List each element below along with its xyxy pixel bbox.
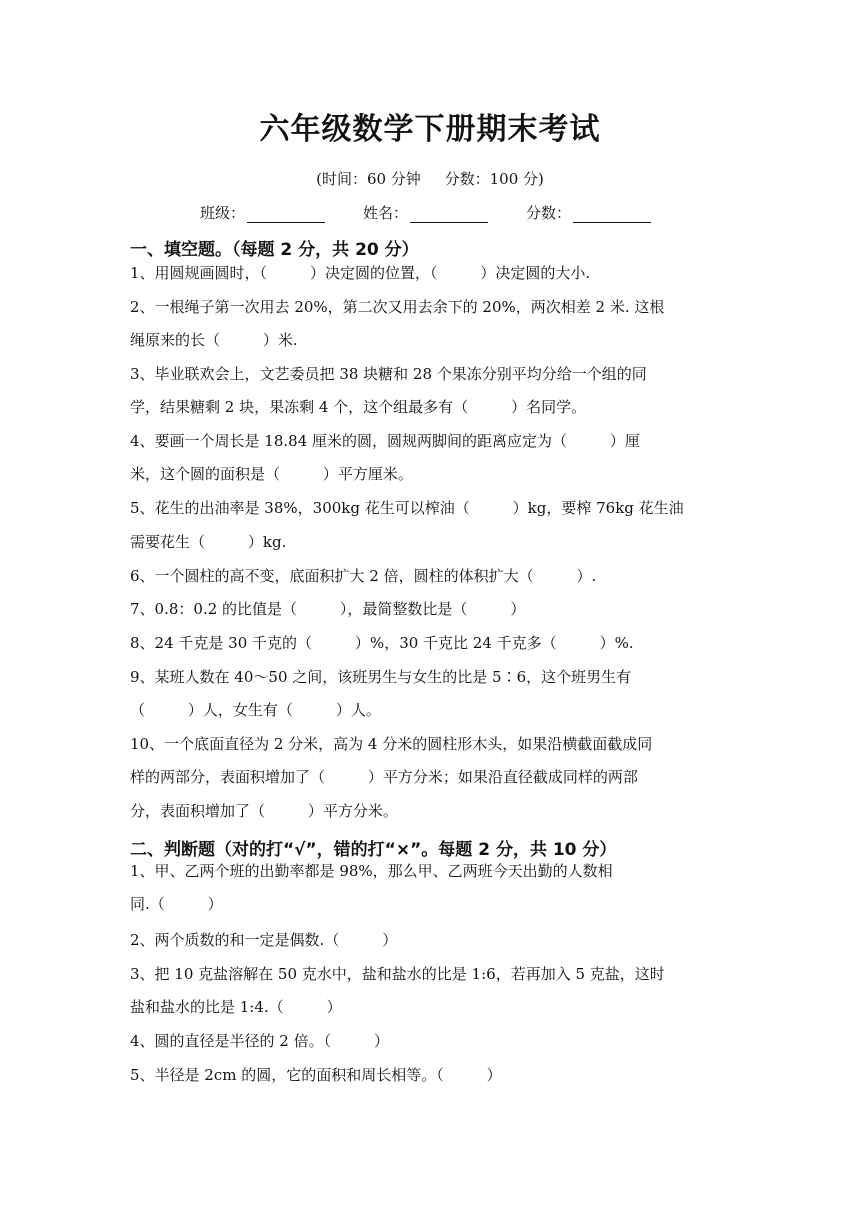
question-line: 5、花生的出油率是 38%，300kg 花生可以榨油（ ）kg，要榨 76kg 花生油 <box>130 499 684 517</box>
question-line: 2、一根绳子第一次用去 20%，第二次又用去余下的 20%，两次相差 2 米. 这根 <box>130 298 665 316</box>
score-field[interactable] <box>526 202 651 223</box>
question-line: 4、要画一个周长是 18.84 厘米的圆，圆规两脚间的距离应定为（ ）厘 <box>130 432 640 450</box>
student-info-row <box>200 202 651 223</box>
score-blank[interactable] <box>573 206 651 223</box>
question-line: 3、毕业联欢会上，文艺委员把 38 块糖和 28 个果冻分别平均分给一个组的同 <box>130 365 647 383</box>
judge-line: 4、圆的直径是半径的 2 倍。（ ） <box>130 1032 390 1050</box>
question-line: 7、0.8：0.2 的比值是（ ），最简整数比是（ ） <box>130 600 526 618</box>
question-line: 1、用圆规画圆时，（ ）决定圆的位置，（ ）决定圆的大小. <box>130 264 591 282</box>
score-label: 分数： <box>526 204 572 222</box>
question-line: 米，这个圆的面积是（ ）平方厘米。 <box>130 465 413 483</box>
class-blank[interactable] <box>247 206 325 223</box>
question-line: 分，表面积增加了（ ）平方分米。 <box>130 802 398 820</box>
page-title: 六年级数学下册期末考试 <box>259 112 601 147</box>
judge-line: 盐和盐水的比是 1:4.（ ） <box>130 998 342 1016</box>
question-line: 绳原来的长（ ）米. <box>130 331 298 349</box>
class-label: 班级： <box>200 204 246 222</box>
question-line: 学，结果糖剩 2 块，果冻剩 4 个，这个组最多有（ ）名同学。 <box>130 398 587 416</box>
question-line: （ ）人，女生有（ ）人。 <box>130 701 381 719</box>
judge-line: 同.（ ） <box>130 895 223 913</box>
name-blank[interactable] <box>410 206 488 223</box>
name-label: 姓名： <box>363 204 409 222</box>
question-line: 样的两部分，表面积增加了（ ）平方分米；如果沿直径截成同样的两部 <box>130 768 638 786</box>
judge-line: 5、半径是 2cm 的圆，它的面积和周长相等。（ ） <box>130 1066 502 1084</box>
judge-line: 1、甲、乙两个班的出勤率都是 98%，那么甲、乙两班今天出勤的人数相 <box>130 862 613 880</box>
class-field[interactable] <box>200 202 325 223</box>
section2-heading: 二、判断题（对的打“√”，错的打“×”。每题 2 分，共 10 分） <box>130 840 617 860</box>
judge-line: 3、把 10 克盐溶解在 50 克水中，盐和盐水的比是 1:6，若再加入 5 克盐，这时 <box>130 965 665 983</box>
question-line: 8、24 千克是 30 千克的（ ）%，30 千克比 24 千克多（ ）%. <box>130 634 634 652</box>
section1-heading: 一、填空题。（每题 2 分，共 20 分） <box>130 240 419 260</box>
question-line: 10、一个底面直径为 2 分米，高为 4 分米的圆柱形木头，如果沿横截面截成同 <box>130 735 653 753</box>
question-line: 6、一个圆柱的高不变，底面积扩大 2 倍，圆柱的体积扩大（ ）. <box>130 567 597 585</box>
exam-time-score: (时间：60 分钟 分数：100 分) <box>316 170 544 188</box>
question-line: 9、某班人数在 40～50 之间，该班男生与女生的比是 5∶6，这个班男生有 <box>130 668 632 686</box>
question-line: 需要花生（ ）kg. <box>130 533 287 551</box>
name-field[interactable] <box>363 202 488 223</box>
judge-line: 2、两个质数的和一定是偶数.（ ） <box>130 931 398 949</box>
